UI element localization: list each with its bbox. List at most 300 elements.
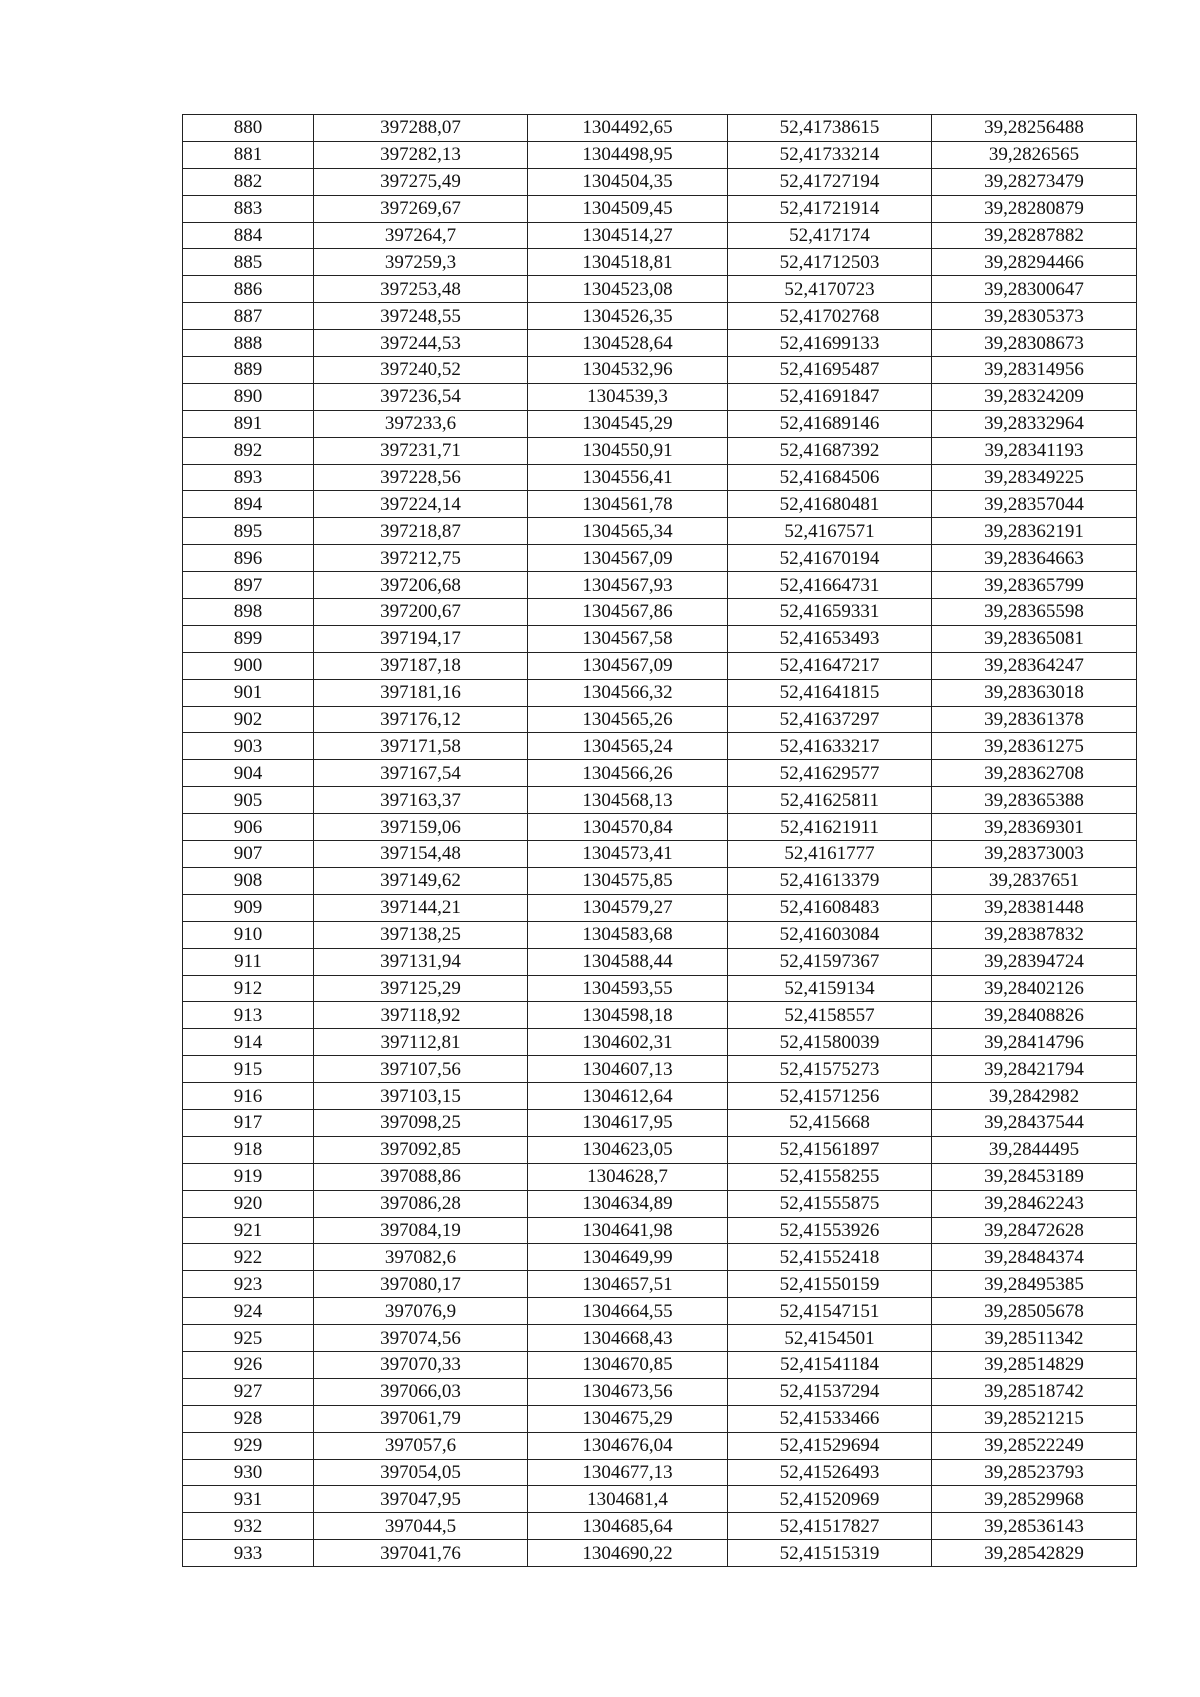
y-coordinate-cell: 1304561,78 — [528, 491, 728, 518]
y-coordinate-cell: 1304607,13 — [528, 1056, 728, 1083]
y-coordinate-cell: 1304670,85 — [528, 1351, 728, 1378]
table-row — [183, 518, 1137, 545]
latitude-cell: 52,41637297 — [728, 706, 932, 733]
latitude-cell: 52,4158557 — [728, 1002, 932, 1029]
table-row — [183, 357, 1137, 384]
point-number-cell: 924 — [183, 1298, 314, 1325]
point-number-cell: 895 — [183, 518, 314, 545]
table-row — [183, 168, 1137, 195]
longitude-cell: 39,2826565 — [932, 141, 1137, 168]
latitude-cell: 52,41633217 — [728, 733, 932, 760]
x-coordinate-cell: 397103,15 — [314, 1083, 528, 1110]
longitude-cell: 39,28341193 — [932, 437, 1137, 464]
y-coordinate-cell: 1304528,64 — [528, 330, 728, 357]
x-coordinate-cell: 397057,6 — [314, 1432, 528, 1459]
longitude-cell: 39,28462243 — [932, 1190, 1137, 1217]
y-coordinate-cell: 1304568,13 — [528, 787, 728, 814]
y-coordinate-cell: 1304598,18 — [528, 1002, 728, 1029]
point-number-cell: 926 — [183, 1351, 314, 1378]
latitude-cell: 52,41733214 — [728, 141, 932, 168]
longitude-cell: 39,28472628 — [932, 1217, 1137, 1244]
y-coordinate-cell: 1304532,96 — [528, 357, 728, 384]
longitude-cell: 39,2837651 — [932, 867, 1137, 894]
longitude-cell: 39,28381448 — [932, 894, 1137, 921]
table-row — [183, 410, 1137, 437]
y-coordinate-cell: 1304526,35 — [528, 303, 728, 330]
x-coordinate-cell: 397066,03 — [314, 1378, 528, 1405]
y-coordinate-cell: 1304668,43 — [528, 1325, 728, 1352]
point-number-cell: 920 — [183, 1190, 314, 1217]
table-row — [183, 1056, 1137, 1083]
longitude-cell: 39,28484374 — [932, 1244, 1137, 1271]
table-row — [183, 437, 1137, 464]
latitude-cell: 52,41727194 — [728, 168, 932, 195]
longitude-cell: 39,28300647 — [932, 276, 1137, 303]
table-row — [183, 841, 1137, 868]
y-coordinate-cell: 1304676,04 — [528, 1432, 728, 1459]
table-row — [183, 706, 1137, 733]
y-coordinate-cell: 1304675,29 — [528, 1405, 728, 1432]
x-coordinate-cell: 397253,48 — [314, 276, 528, 303]
table-row — [183, 491, 1137, 518]
x-coordinate-cell: 397206,68 — [314, 572, 528, 599]
table-row — [183, 303, 1137, 330]
x-coordinate-cell: 397138,25 — [314, 921, 528, 948]
latitude-cell: 52,41517827 — [728, 1513, 932, 1540]
point-number-cell: 916 — [183, 1083, 314, 1110]
table-row — [183, 1405, 1137, 1432]
point-number-cell: 897 — [183, 572, 314, 599]
point-number-cell: 886 — [183, 276, 314, 303]
latitude-cell: 52,41687392 — [728, 437, 932, 464]
x-coordinate-cell: 397088,86 — [314, 1163, 528, 1190]
point-number-cell: 918 — [183, 1136, 314, 1163]
point-number-cell: 883 — [183, 195, 314, 222]
table-row — [183, 1486, 1137, 1513]
y-coordinate-cell: 1304504,35 — [528, 168, 728, 195]
y-coordinate-cell: 1304550,91 — [528, 437, 728, 464]
table-row — [183, 921, 1137, 948]
point-number-cell: 922 — [183, 1244, 314, 1271]
x-coordinate-cell: 397194,17 — [314, 625, 528, 652]
x-coordinate-cell: 397176,12 — [314, 706, 528, 733]
table-row — [183, 195, 1137, 222]
y-coordinate-cell: 1304685,64 — [528, 1513, 728, 1540]
x-coordinate-cell: 397228,56 — [314, 464, 528, 491]
y-coordinate-cell: 1304566,26 — [528, 760, 728, 787]
table-row — [183, 679, 1137, 706]
x-coordinate-cell: 397282,13 — [314, 141, 528, 168]
point-number-cell: 885 — [183, 249, 314, 276]
y-coordinate-cell: 1304617,95 — [528, 1109, 728, 1136]
longitude-cell: 39,28453189 — [932, 1163, 1137, 1190]
x-coordinate-cell: 397086,28 — [314, 1190, 528, 1217]
latitude-cell: 52,41597367 — [728, 948, 932, 975]
table-row — [183, 975, 1137, 1002]
point-number-cell: 930 — [183, 1459, 314, 1486]
point-number-cell: 932 — [183, 1513, 314, 1540]
x-coordinate-cell: 397187,18 — [314, 652, 528, 679]
latitude-cell: 52,41520969 — [728, 1486, 932, 1513]
longitude-cell: 39,28308673 — [932, 330, 1137, 357]
table-row — [183, 733, 1137, 760]
latitude-cell: 52,41684506 — [728, 464, 932, 491]
longitude-cell: 39,28287882 — [932, 222, 1137, 249]
longitude-cell: 39,28402126 — [932, 975, 1137, 1002]
y-coordinate-cell: 1304573,41 — [528, 841, 728, 868]
table-row — [183, 115, 1137, 142]
longitude-cell: 39,28365799 — [932, 572, 1137, 599]
y-coordinate-cell: 1304623,05 — [528, 1136, 728, 1163]
point-number-cell: 893 — [183, 464, 314, 491]
y-coordinate-cell: 1304673,56 — [528, 1378, 728, 1405]
point-number-cell: 898 — [183, 599, 314, 626]
longitude-cell: 39,2844495 — [932, 1136, 1137, 1163]
latitude-cell: 52,41608483 — [728, 894, 932, 921]
point-number-cell: 907 — [183, 841, 314, 868]
latitude-cell: 52,41695487 — [728, 357, 932, 384]
longitude-cell: 39,28361378 — [932, 706, 1137, 733]
table-row — [183, 383, 1137, 410]
latitude-cell: 52,41625811 — [728, 787, 932, 814]
x-coordinate-cell: 397240,52 — [314, 357, 528, 384]
latitude-cell: 52,41580039 — [728, 1029, 932, 1056]
point-number-cell: 919 — [183, 1163, 314, 1190]
y-coordinate-cell: 1304588,44 — [528, 948, 728, 975]
table-row — [183, 1298, 1137, 1325]
table-row — [183, 545, 1137, 572]
y-coordinate-cell: 1304612,64 — [528, 1083, 728, 1110]
latitude-cell: 52,41529694 — [728, 1432, 932, 1459]
longitude-cell: 39,28522249 — [932, 1432, 1137, 1459]
x-coordinate-cell: 397080,17 — [314, 1271, 528, 1298]
y-coordinate-cell: 1304556,41 — [528, 464, 728, 491]
latitude-cell: 52,41641815 — [728, 679, 932, 706]
x-coordinate-cell: 397288,07 — [314, 115, 528, 142]
point-number-cell: 906 — [183, 814, 314, 841]
longitude-cell: 39,28365081 — [932, 625, 1137, 652]
table-row — [183, 867, 1137, 894]
latitude-cell: 52,41647217 — [728, 652, 932, 679]
y-coordinate-cell: 1304518,81 — [528, 249, 728, 276]
y-coordinate-cell: 1304664,55 — [528, 1298, 728, 1325]
point-number-cell: 911 — [183, 948, 314, 975]
longitude-cell: 39,28437544 — [932, 1109, 1137, 1136]
latitude-cell: 52,41699133 — [728, 330, 932, 357]
x-coordinate-cell: 397107,56 — [314, 1056, 528, 1083]
longitude-cell: 39,2842982 — [932, 1083, 1137, 1110]
latitude-cell: 52,41515319 — [728, 1540, 932, 1567]
table-row — [183, 1432, 1137, 1459]
point-number-cell: 880 — [183, 115, 314, 142]
x-coordinate-cell: 397224,14 — [314, 491, 528, 518]
latitude-cell: 52,41550159 — [728, 1271, 932, 1298]
table-row — [183, 625, 1137, 652]
table-row — [183, 1244, 1137, 1271]
longitude-cell: 39,28324209 — [932, 383, 1137, 410]
x-coordinate-cell: 397264,7 — [314, 222, 528, 249]
x-coordinate-cell: 397275,49 — [314, 168, 528, 195]
y-coordinate-cell: 1304565,24 — [528, 733, 728, 760]
latitude-cell: 52,41680481 — [728, 491, 932, 518]
latitude-cell: 52,41603084 — [728, 921, 932, 948]
table-row — [183, 1271, 1137, 1298]
point-number-cell: 909 — [183, 894, 314, 921]
table-row — [183, 1029, 1137, 1056]
table-row — [183, 249, 1137, 276]
point-number-cell: 899 — [183, 625, 314, 652]
longitude-cell: 39,28273479 — [932, 168, 1137, 195]
point-number-cell: 910 — [183, 921, 314, 948]
latitude-cell: 52,41664731 — [728, 572, 932, 599]
point-number-cell: 896 — [183, 545, 314, 572]
table-row — [183, 1325, 1137, 1352]
longitude-cell: 39,28369301 — [932, 814, 1137, 841]
x-coordinate-cell: 397041,76 — [314, 1540, 528, 1567]
table-row — [183, 652, 1137, 679]
table-row — [183, 760, 1137, 787]
point-number-cell: 927 — [183, 1378, 314, 1405]
latitude-cell: 52,41553926 — [728, 1217, 932, 1244]
x-coordinate-cell: 397231,71 — [314, 437, 528, 464]
longitude-cell: 39,28387832 — [932, 921, 1137, 948]
y-coordinate-cell: 1304593,55 — [528, 975, 728, 1002]
y-coordinate-cell: 1304690,22 — [528, 1540, 728, 1567]
x-coordinate-cell: 397082,6 — [314, 1244, 528, 1271]
table-row — [183, 141, 1137, 168]
longitude-cell: 39,28521215 — [932, 1405, 1137, 1432]
x-coordinate-cell: 397118,92 — [314, 1002, 528, 1029]
point-number-cell: 914 — [183, 1029, 314, 1056]
longitude-cell: 39,28529968 — [932, 1486, 1137, 1513]
latitude-cell: 52,41575273 — [728, 1056, 932, 1083]
latitude-cell: 52,41561897 — [728, 1136, 932, 1163]
table-row — [183, 222, 1137, 249]
longitude-cell: 39,28357044 — [932, 491, 1137, 518]
x-coordinate-cell: 397098,25 — [314, 1109, 528, 1136]
table-row — [183, 1217, 1137, 1244]
point-number-cell: 884 — [183, 222, 314, 249]
table-row — [183, 1109, 1137, 1136]
x-coordinate-cell: 397047,95 — [314, 1486, 528, 1513]
x-coordinate-cell: 397044,5 — [314, 1513, 528, 1540]
latitude-cell: 52,41526493 — [728, 1459, 932, 1486]
table-row — [183, 787, 1137, 814]
longitude-cell: 39,28363018 — [932, 679, 1137, 706]
longitude-cell: 39,28314956 — [932, 357, 1137, 384]
latitude-cell: 52,41653493 — [728, 625, 932, 652]
y-coordinate-cell: 1304565,34 — [528, 518, 728, 545]
table-row — [183, 599, 1137, 626]
longitude-cell: 39,28349225 — [932, 464, 1137, 491]
longitude-cell: 39,28294466 — [932, 249, 1137, 276]
point-number-cell: 888 — [183, 330, 314, 357]
point-number-cell: 901 — [183, 679, 314, 706]
latitude-cell: 52,41659331 — [728, 599, 932, 626]
y-coordinate-cell: 1304509,45 — [528, 195, 728, 222]
longitude-cell: 39,28408826 — [932, 1002, 1137, 1029]
point-number-cell: 889 — [183, 357, 314, 384]
point-number-cell: 917 — [183, 1109, 314, 1136]
x-coordinate-cell: 397061,79 — [314, 1405, 528, 1432]
x-coordinate-cell: 397125,29 — [314, 975, 528, 1002]
point-number-cell: 921 — [183, 1217, 314, 1244]
x-coordinate-cell: 397244,53 — [314, 330, 528, 357]
latitude-cell: 52,41621911 — [728, 814, 932, 841]
table-row — [183, 1459, 1137, 1486]
point-number-cell: 912 — [183, 975, 314, 1002]
longitude-cell: 39,28394724 — [932, 948, 1137, 975]
longitude-cell: 39,28542829 — [932, 1540, 1137, 1567]
x-coordinate-cell: 397236,54 — [314, 383, 528, 410]
y-coordinate-cell: 1304498,95 — [528, 141, 728, 168]
x-coordinate-cell: 397074,56 — [314, 1325, 528, 1352]
latitude-cell: 52,41555875 — [728, 1190, 932, 1217]
latitude-cell: 52,41541184 — [728, 1351, 932, 1378]
latitude-cell: 52,4159134 — [728, 975, 932, 1002]
x-coordinate-cell: 397181,16 — [314, 679, 528, 706]
y-coordinate-cell: 1304681,4 — [528, 1486, 728, 1513]
x-coordinate-cell: 397144,21 — [314, 894, 528, 921]
x-coordinate-cell: 397248,55 — [314, 303, 528, 330]
latitude-cell: 52,41537294 — [728, 1378, 932, 1405]
x-coordinate-cell: 397131,94 — [314, 948, 528, 975]
point-number-cell: 887 — [183, 303, 314, 330]
y-coordinate-cell: 1304545,29 — [528, 410, 728, 437]
table-row — [183, 894, 1137, 921]
point-number-cell: 891 — [183, 410, 314, 437]
point-number-cell: 905 — [183, 787, 314, 814]
x-coordinate-cell: 397112,81 — [314, 1029, 528, 1056]
x-coordinate-cell: 397167,54 — [314, 760, 528, 787]
point-number-cell: 882 — [183, 168, 314, 195]
longitude-cell: 39,28256488 — [932, 115, 1137, 142]
point-number-cell: 929 — [183, 1432, 314, 1459]
x-coordinate-cell: 397259,3 — [314, 249, 528, 276]
longitude-cell: 39,28332964 — [932, 410, 1137, 437]
x-coordinate-cell: 397070,33 — [314, 1351, 528, 1378]
y-coordinate-cell: 1304641,98 — [528, 1217, 728, 1244]
latitude-cell: 52,4170723 — [728, 276, 932, 303]
table-row — [183, 814, 1137, 841]
point-number-cell: 908 — [183, 867, 314, 894]
y-coordinate-cell: 1304575,85 — [528, 867, 728, 894]
table-row — [183, 1083, 1137, 1110]
table-row — [183, 1002, 1137, 1029]
point-number-cell: 892 — [183, 437, 314, 464]
point-number-cell: 890 — [183, 383, 314, 410]
table-row — [183, 948, 1137, 975]
latitude-cell: 52,41689146 — [728, 410, 932, 437]
latitude-cell: 52,41629577 — [728, 760, 932, 787]
x-coordinate-cell: 397054,05 — [314, 1459, 528, 1486]
table-row — [183, 464, 1137, 491]
table-row — [183, 1163, 1137, 1190]
y-coordinate-cell: 1304583,68 — [528, 921, 728, 948]
latitude-cell: 52,415668 — [728, 1109, 932, 1136]
longitude-cell: 39,28495385 — [932, 1271, 1137, 1298]
table-row — [183, 572, 1137, 599]
latitude-cell: 52,41691847 — [728, 383, 932, 410]
y-coordinate-cell: 1304492,65 — [528, 115, 728, 142]
x-coordinate-cell: 397159,06 — [314, 814, 528, 841]
y-coordinate-cell: 1304523,08 — [528, 276, 728, 303]
latitude-cell: 52,41738615 — [728, 115, 932, 142]
longitude-cell: 39,28505678 — [932, 1298, 1137, 1325]
y-coordinate-cell: 1304628,7 — [528, 1163, 728, 1190]
latitude-cell: 52,41721914 — [728, 195, 932, 222]
point-number-cell: 903 — [183, 733, 314, 760]
y-coordinate-cell: 1304567,09 — [528, 652, 728, 679]
coordinates-table — [182, 114, 1137, 1567]
x-coordinate-cell: 397076,9 — [314, 1298, 528, 1325]
point-number-cell: 923 — [183, 1271, 314, 1298]
latitude-cell: 52,4161777 — [728, 841, 932, 868]
longitude-cell: 39,28518742 — [932, 1378, 1137, 1405]
longitude-cell: 39,28536143 — [932, 1513, 1137, 1540]
x-coordinate-cell: 397154,48 — [314, 841, 528, 868]
longitude-cell: 39,28421794 — [932, 1056, 1137, 1083]
x-coordinate-cell: 397092,85 — [314, 1136, 528, 1163]
latitude-cell: 52,4154501 — [728, 1325, 932, 1352]
point-number-cell: 925 — [183, 1325, 314, 1352]
latitude-cell: 52,4167571 — [728, 518, 932, 545]
longitude-cell: 39,28365598 — [932, 599, 1137, 626]
longitude-cell: 39,28414796 — [932, 1029, 1137, 1056]
longitude-cell: 39,28364663 — [932, 545, 1137, 572]
longitude-cell: 39,28364247 — [932, 652, 1137, 679]
point-number-cell: 915 — [183, 1056, 314, 1083]
latitude-cell: 52,41533466 — [728, 1405, 932, 1432]
x-coordinate-cell: 397269,67 — [314, 195, 528, 222]
x-coordinate-cell: 397200,67 — [314, 599, 528, 626]
point-number-cell: 933 — [183, 1540, 314, 1567]
latitude-cell: 52,41558255 — [728, 1163, 932, 1190]
table-row — [183, 1378, 1137, 1405]
y-coordinate-cell: 1304565,26 — [528, 706, 728, 733]
x-coordinate-cell: 397218,87 — [314, 518, 528, 545]
y-coordinate-cell: 1304657,51 — [528, 1271, 728, 1298]
longitude-cell: 39,28373003 — [932, 841, 1137, 868]
y-coordinate-cell: 1304602,31 — [528, 1029, 728, 1056]
table-row — [183, 1513, 1137, 1540]
latitude-cell: 52,41712503 — [728, 249, 932, 276]
table-row — [183, 1351, 1137, 1378]
latitude-cell: 52,41547151 — [728, 1298, 932, 1325]
x-coordinate-cell: 397084,19 — [314, 1217, 528, 1244]
y-coordinate-cell: 1304634,89 — [528, 1190, 728, 1217]
x-coordinate-cell: 397212,75 — [314, 545, 528, 572]
table-row — [183, 1190, 1137, 1217]
table-row — [183, 1136, 1137, 1163]
latitude-cell: 52,41702768 — [728, 303, 932, 330]
coordinates-table-body — [183, 115, 1137, 1567]
y-coordinate-cell: 1304570,84 — [528, 814, 728, 841]
x-coordinate-cell: 397163,37 — [314, 787, 528, 814]
point-number-cell: 928 — [183, 1405, 314, 1432]
x-coordinate-cell: 397233,6 — [314, 410, 528, 437]
point-number-cell: 931 — [183, 1486, 314, 1513]
y-coordinate-cell: 1304567,86 — [528, 599, 728, 626]
longitude-cell: 39,28514829 — [932, 1351, 1137, 1378]
table-row — [183, 330, 1137, 357]
y-coordinate-cell: 1304566,32 — [528, 679, 728, 706]
latitude-cell: 52,41613379 — [728, 867, 932, 894]
longitude-cell: 39,28361275 — [932, 733, 1137, 760]
point-number-cell: 904 — [183, 760, 314, 787]
longitude-cell: 39,28362191 — [932, 518, 1137, 545]
point-number-cell: 881 — [183, 141, 314, 168]
